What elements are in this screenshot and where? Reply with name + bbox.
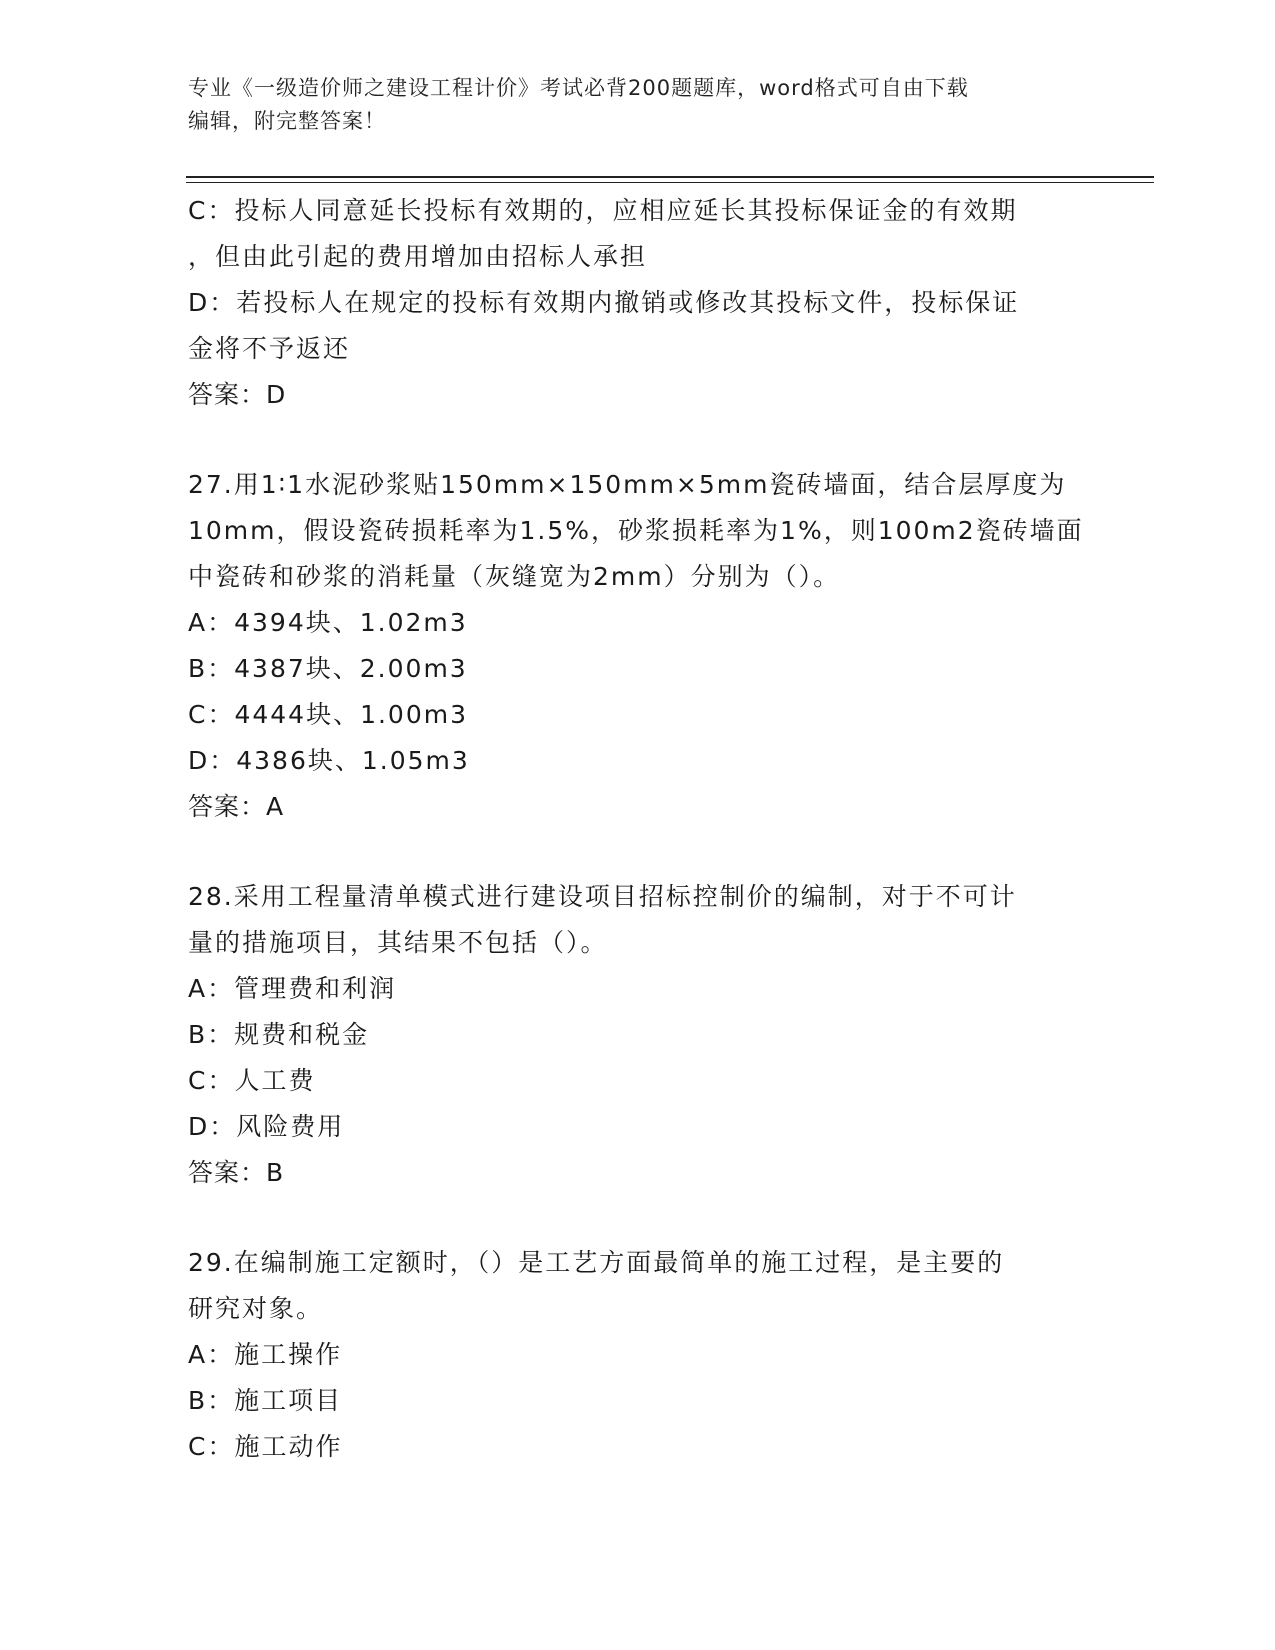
answer-line: 答案：A	[188, 792, 285, 821]
header-line-1: 专业《一级造价师之建设工程计价》考试必背200题题库，word格式可自由下载	[188, 76, 969, 100]
header-divider-thick	[186, 176, 1154, 178]
option-c-line-1: C：投标人同意延长投标有效期的，应相应延长其投标保证金的有效期	[188, 196, 1018, 225]
option-c: C：人工费	[188, 1066, 316, 1095]
prev-question-continuation	[188, 188, 1088, 418]
option-d-line-2: 金将不予返还	[188, 334, 351, 363]
question-stem-line: 27.用1∶1水泥砂浆贴150mm×150mm×5mm瓷砖墙面，结合层厚度为	[188, 470, 1067, 499]
option-c: C：施工动作	[188, 1432, 343, 1461]
question-stem-line: 研究对象。	[188, 1294, 324, 1323]
header-line-2: 编辑，附完整答案！	[188, 109, 386, 133]
option-d: D：4386块、1.05m3	[188, 746, 470, 775]
option-a: A：4394块、1.02m3	[188, 608, 468, 637]
question-28	[188, 874, 1088, 1196]
option-a: A：管理费和利润	[188, 974, 397, 1003]
question-27	[188, 462, 1088, 830]
question-stem-line: 中瓷砖和砂浆的消耗量（灰缝宽为2mm）分别为（）。	[188, 562, 841, 591]
question-stem-line: 量的措施项目，其结果不包括（）。	[188, 928, 608, 957]
option-c: C：4444块、1.00m3	[188, 700, 469, 729]
option-d-line-1: D：若投标人在规定的投标有效期内撤销或修改其投标文件，投标保证	[188, 288, 1020, 317]
question-stem-line: 10mm，假设瓷砖损耗率为1.5%，砂浆损耗率为1%，则100m2瓷砖墙面	[188, 516, 1084, 545]
answer-line: 答案：D	[188, 380, 287, 409]
question-29	[188, 1240, 1088, 1470]
option-a: A：施工操作	[188, 1340, 343, 1369]
option-d: D：风险费用	[188, 1112, 345, 1141]
question-stem-line: 29.在编制施工定额时，（）是工艺方面最简单的施工过程，是主要的	[188, 1248, 1005, 1277]
page-header	[188, 72, 1078, 138]
option-b: B：规费和税金	[188, 1020, 370, 1049]
option-b: B：4387块、2.00m3	[188, 654, 468, 683]
document-body	[188, 188, 1088, 1470]
option-b: B：施工项目	[188, 1386, 343, 1415]
question-stem-line: 28.采用工程量清单模式进行建设项目招标控制价的编制，对于不可计	[188, 882, 1017, 911]
option-c-line-2: ，但由此引起的费用增加由招标人承担	[188, 242, 648, 271]
answer-line: 答案：B	[188, 1158, 285, 1187]
header-divider-thin	[186, 182, 1154, 183]
